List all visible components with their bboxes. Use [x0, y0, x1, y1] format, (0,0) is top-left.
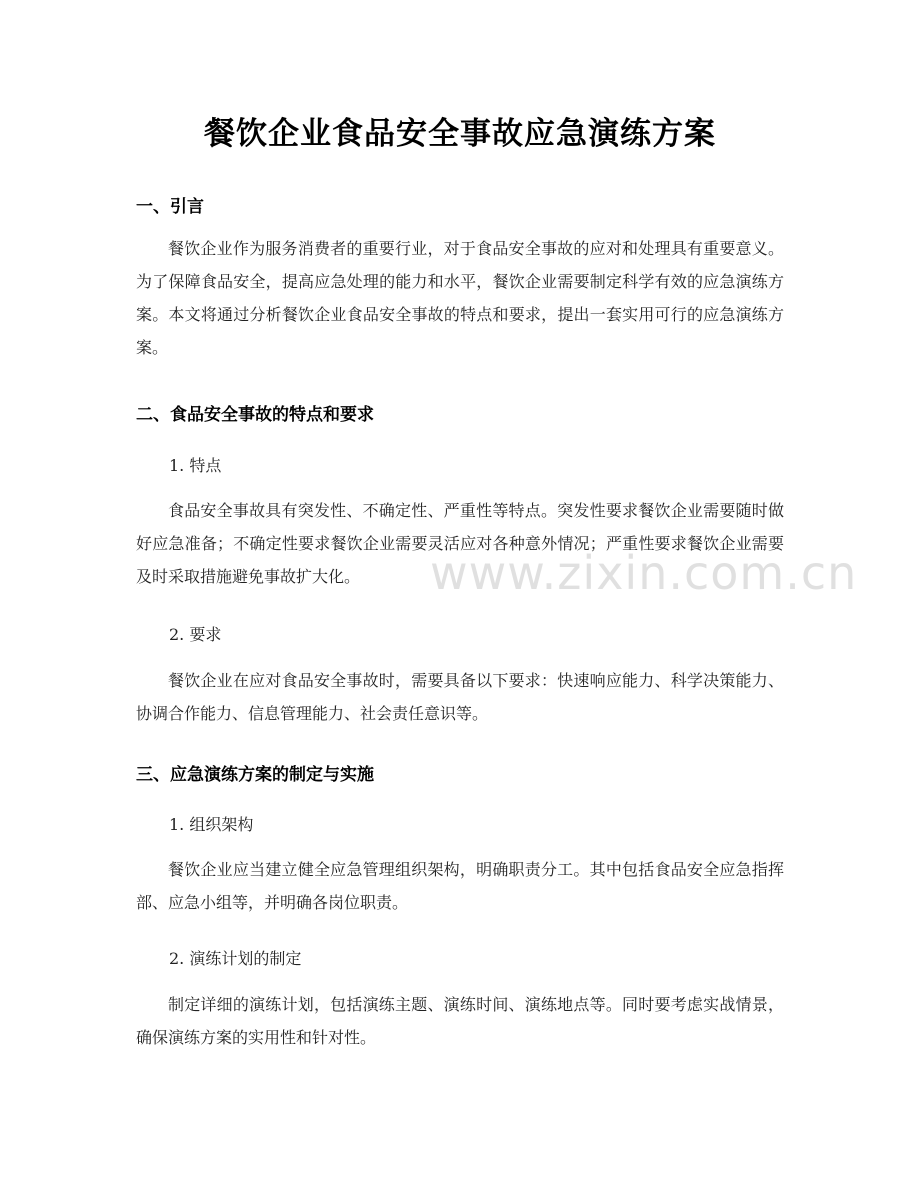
subheading-features: 1. 特点 [169, 456, 222, 475]
paragraph-drill-schedule: 制定详细的演练计划，包括演练主题、演练时间、演练地点等。同时要考虑实战情景，确保演练方案的实用性和针对性。 [136, 995, 784, 1047]
subheading-organization: 1. 组织架构 [169, 815, 254, 834]
section-heading-introduction: 一、引言 [136, 197, 204, 217]
paragraph-requirements: 餐饮企业在应对食品安全事故时，需要具备以下要求：快速响应能力、科学决策能力、协调合作能力、信息管理能力、社会责任意识等。 [136, 671, 784, 723]
subheading-requirements: 2. 要求 [169, 625, 222, 644]
paragraph-introduction: 餐饮企业作为服务消费者的重要行业，对于食品安全事故的应对和处理具有重要意义。为了保障食品安全，提高应急处理的能力和水平，餐饮企业需要制定科学有效的应急演练方案。本文将通过分析餐饮企业食品安全事故的特点和要求，提出一套实用可行的应急演练方案。 [136, 239, 784, 357]
section-heading-drill-plan: 三、应急演练方案的制定与实施 [136, 765, 374, 785]
paragraph-features: 食品安全事故具有突发性、不确定性、严重性等特点。突发性要求餐饮企业需要随时做好应急准备；不确定性要求餐饮企业需要灵活应对各种意外情况；严重性要求餐饮企业需要及时采取措施避免事故扩大化。 [136, 501, 784, 586]
page-title: 餐饮企业食品安全事故应急演练方案 [204, 116, 716, 152]
watermark-text: www.zixin.com.cn [430, 546, 858, 600]
paragraph-organization: 餐饮企业应当建立健全应急管理组织架构，明确职责分工。其中包括食品安全应急指挥部、应急小组等，并明确各岗位职责。 [136, 860, 784, 912]
subheading-drill-schedule: 2. 演练计划的制定 [169, 949, 302, 968]
section-heading-characteristics: 二、食品安全事故的特点和要求 [136, 405, 374, 425]
